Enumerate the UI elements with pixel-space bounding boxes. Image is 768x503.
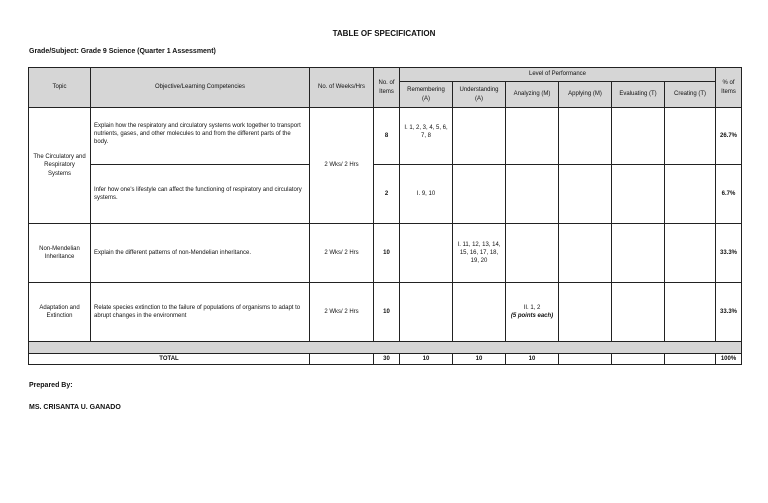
creating-cell [665,283,716,342]
evaluating-cell [612,283,665,342]
remembering-cell: I. 1, 2, 3, 4, 5, 6, 7, 8 [400,108,453,165]
header-objective: Objective/Learning Competencies [91,68,310,108]
analyzing-cell [506,108,559,165]
percent-cell: 33.3% [716,224,742,283]
header-weeks: No. of Weeks/Hrs [310,68,374,108]
total-analyzing: 10 [506,354,559,365]
creating-cell [665,165,716,224]
header-items: No. of Items [374,68,400,108]
topic-cell: Non-Mendelian Inheritance [29,224,91,283]
document-title: TABLE OF SPECIFICATION [332,29,436,38]
header-remembering: Remembering (A) [400,82,453,108]
total-understanding: 10 [453,354,506,365]
spacer-cell [29,342,742,354]
percent-cell: 33.3% [716,283,742,342]
understanding-cell [453,283,506,342]
items-cell: 10 [374,224,400,283]
table-row [29,165,742,224]
applying-cell [559,165,612,224]
weeks-cell: 2 Wks/ 2 Hrs [310,224,374,283]
header-evaluating: Evaluating (T) [612,82,665,108]
total-creating [665,354,716,365]
header-row [29,68,742,82]
total-evaluating [612,354,665,365]
analyzing-cell [506,165,559,224]
percent-cell: 26.7% [716,108,742,165]
items-cell: 10 [374,283,400,342]
table-row [29,283,742,342]
grade-subject: Grade/Subject: Grade 9 Science (Quarter 1 Assessment) [29,48,216,55]
topic-cell: Adaptation and Extinction [29,283,91,342]
evaluating-cell [612,224,665,283]
remembering-cell [400,283,453,342]
table-row [29,108,742,165]
analyzing-items: II. 1, 2 [523,304,541,311]
total-items: 30 [374,354,400,365]
topic-cell: The Circulatory and Respiratory Systems [29,108,91,224]
preparer-name: MS. CRISANTA U. GANADO [29,404,121,411]
understanding-cell [453,165,506,224]
objective-cell: Relate species extinction to the failure of populations of organisms to adapt to abrupt changes in the environment [91,283,310,342]
total-row [29,354,742,365]
evaluating-cell [612,165,665,224]
remembering-cell: I. 9, 10 [400,165,453,224]
header-percent: % of Items [716,68,742,108]
evaluating-cell [612,108,665,165]
header-creating: Creating (T) [665,82,716,108]
weeks-cell: 2 Wks/ 2 Hrs [310,283,374,342]
creating-cell [665,224,716,283]
spacer-row [29,342,742,354]
analyzing-note: (5 points each) [510,313,554,319]
applying-cell [559,224,612,283]
total-label: TOTAL [29,354,310,365]
creating-cell [665,108,716,165]
specification-table [28,67,742,365]
prepared-by-label: Prepared By: [29,382,73,389]
table-row [29,224,742,283]
remembering-cell [400,224,453,283]
objective-cell: Infer how one's lifestyle can affect the functioning of respiratory and circulatory systems. [91,165,310,224]
total-remembering: 10 [400,354,453,365]
items-cell: 8 [374,108,400,165]
percent-cell: 6.7% [716,165,742,224]
understanding-cell: I. 11, 12, 13, 14, 15, 16, 17, 18, 19, 20 [453,224,506,283]
items-cell: 2 [374,165,400,224]
header-applying: Applying (M) [559,82,612,108]
header-understanding: Understanding (A) [453,82,506,108]
total-percent: 100% [716,354,742,365]
total-weeks-cell [310,354,374,365]
header-analyzing: Analyzing (M) [506,82,559,108]
header-level-of-performance: Level of Performance [400,68,716,82]
weeks-cell: 2 Wks/ 2 Hrs [310,108,374,224]
objective-cell: Explain how the respiratory and circulatory systems work together to transport nutrients, gases, and other molecules to and from the different parts of the body. [91,108,310,165]
objective-cell: Explain the different patterns of non-Mendelian inheritance. [91,224,310,283]
header-topic: Topic [29,68,91,108]
analyzing-cell [506,283,559,342]
understanding-cell [453,108,506,165]
total-applying [559,354,612,365]
applying-cell [559,108,612,165]
analyzing-cell [506,224,559,283]
applying-cell [559,283,612,342]
